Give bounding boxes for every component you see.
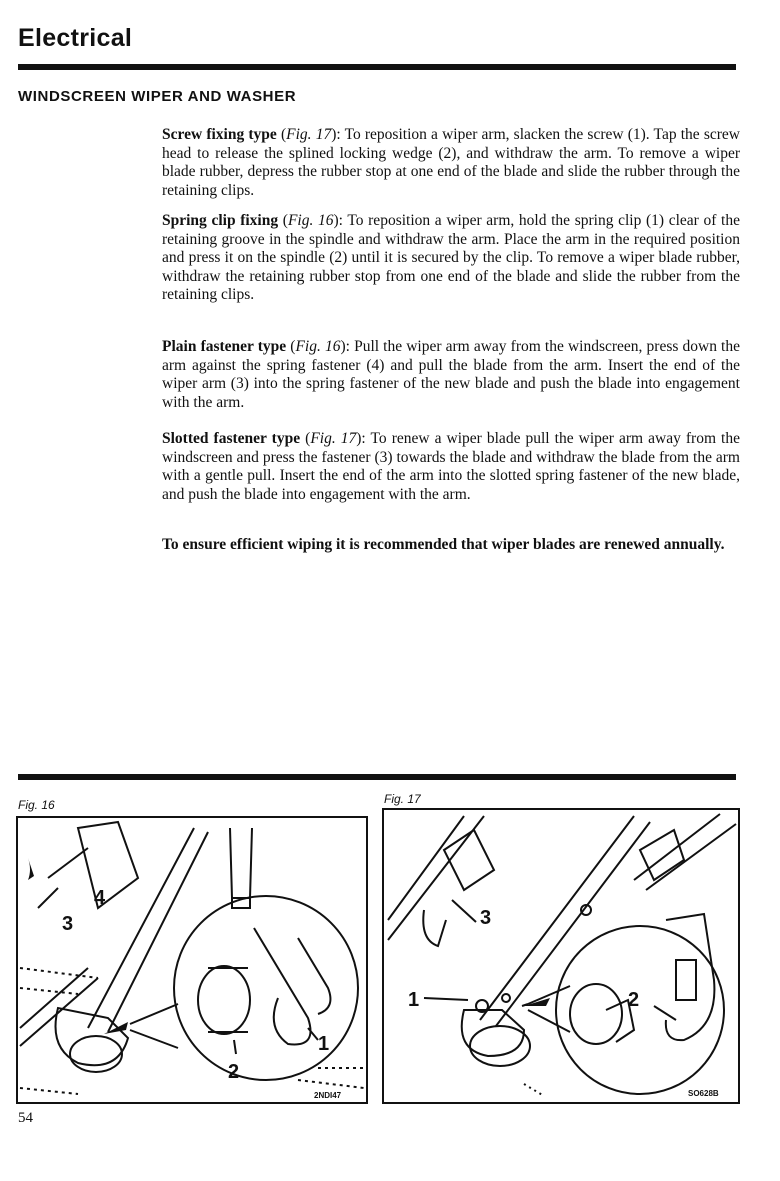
figure-rule	[18, 774, 736, 780]
paragraph-slotted-fastener: Slotted fastener type (Fig. 17): To renew a wiper blade pull the wiper arm away from the windscreen and press the fastener (3) towards the blade and withdraw the blade from the arm with a gentle pull. Insert the end of the arm into the slotted spring fastener of the new blade, and push the blade into engagement with the arm.	[162, 430, 740, 503]
right-blade	[634, 814, 736, 890]
left-blade	[388, 816, 484, 940]
paragraph-lead: Spring clip fixing	[162, 212, 279, 229]
fig16-callout-4: 4	[94, 887, 106, 909]
wiper-arm	[88, 828, 208, 1032]
blade-clip	[78, 822, 138, 908]
paragraph-spring-clip: Spring clip fixing (Fig. 16): To reposition a wiper arm, hold the spring clip (1) clear of the retaining groove in the spindle and withdraw the arm. Place the arm in the required position and press it on the spindle (2) until it is secured by the clip. To remove a wiper blade rubber, withdraw the retaining rubber stop from one end of the blade and slide the rubber from the retaining clips.	[162, 212, 740, 303]
spindle-base	[70, 1036, 122, 1072]
blade-fastener	[444, 830, 494, 890]
fig17-illustration	[382, 808, 740, 1104]
paragraph-screw-fixing: Screw fixing type (Fig. 17): To reposition a wiper arm, slacken the screw (1). Tap the screw head to release the splined locking wedge (2), and withdraw the arm. To remove a wiper blade rubber, depress the rubber stop at one end of the blade and slide the rubber through the retaining clips.	[162, 126, 740, 199]
wiper-blade-line	[20, 968, 98, 1046]
paragraph-lead: Screw fixing type	[162, 126, 277, 143]
fig17-callout-2: 2	[628, 989, 640, 1011]
top-rule	[18, 64, 736, 70]
fig17-drawing	[384, 810, 738, 1102]
fig16-callout-3: 3	[62, 913, 74, 935]
paragraph-text: Pull the wiper arm away from the windscreen, press down the arm against the spring fastener (4) and pull the blade from the arm. Insert the end of the wiper arm (3) into the spring fastener of the new blade and push the blade into engagement with the arm.	[162, 338, 740, 411]
renewal-notice: To ensure efficient wiping it is recommended that wiper blades are renewed annually.	[162, 536, 725, 553]
fig16-label: Fig. 16	[18, 798, 55, 812]
fig16-illustration	[16, 816, 368, 1104]
paragraph-text: To reposition a wiper arm, hold the spring clip (1) clear of the retaining groove in the spindle and withdraw the arm. Place the arm in the required position and press it on the spindle (2) until it is secured by the clip. To remove a wiper blade rubber, withdraw the retaining rubber stop from one end of the blade and slide the rubber from the retaining clips.	[162, 212, 740, 303]
page-heading: Electrical	[18, 24, 133, 52]
paragraph-plain-fastener: Plain fastener type (Fig. 16): Pull the wiper arm away from the windscreen, press down the arm against the spring fastener (4) and pull the blade from the arm. Insert the end of the wiper arm (3) into the spring fastener of the new blade and push the blade into engagement with the arm.	[162, 338, 740, 411]
paragraph-lead: Slotted fastener type	[162, 430, 301, 447]
section-title: WINDSCREEN WIPER AND WASHER	[18, 88, 297, 105]
fig17-code: SO628B	[688, 1089, 719, 1098]
fig16-callout-1: 1	[318, 1033, 330, 1055]
fig17-callout-3: 3	[480, 907, 492, 929]
spindle-base	[470, 1026, 530, 1066]
detail-circle	[174, 896, 358, 1080]
paragraph-lead: Plain fastener type	[162, 338, 287, 355]
fig17-callout-1: 1	[408, 989, 420, 1011]
paragraph-text: To renew a wiper blade pull the wiper arm away from the windscreen and press the fastener (3) towards the blade and withdraw the blade from the arm with a gentle pull. Insert the end of the arm into the slotted spring fastener of the new blade, and push the blade into engagement with the arm.	[162, 430, 740, 503]
paragraph-text: To reposition a wiper arm, slacken the screw (1). Tap the screw head to release the splined locking wedge (2), and withdraw the arm. To remove a wiper blade rubber, depress the rubber stop at one end of the blade and slide the rubber through the retaining clips.	[162, 126, 740, 199]
fig17-label: Fig. 17	[384, 792, 421, 806]
figure-reference: Fig. 16	[287, 212, 334, 229]
figure-reference: Fig. 17	[310, 430, 357, 447]
detail-circle	[556, 926, 724, 1094]
fig16-drawing	[18, 818, 366, 1102]
figure-reference: Fig. 17	[286, 126, 332, 143]
figure-reference: Fig. 16	[295, 338, 341, 355]
fig16-callout-2: 2	[228, 1061, 240, 1083]
fig16-code: 2NDI47	[314, 1091, 342, 1100]
page-number: 54	[18, 1110, 33, 1126]
